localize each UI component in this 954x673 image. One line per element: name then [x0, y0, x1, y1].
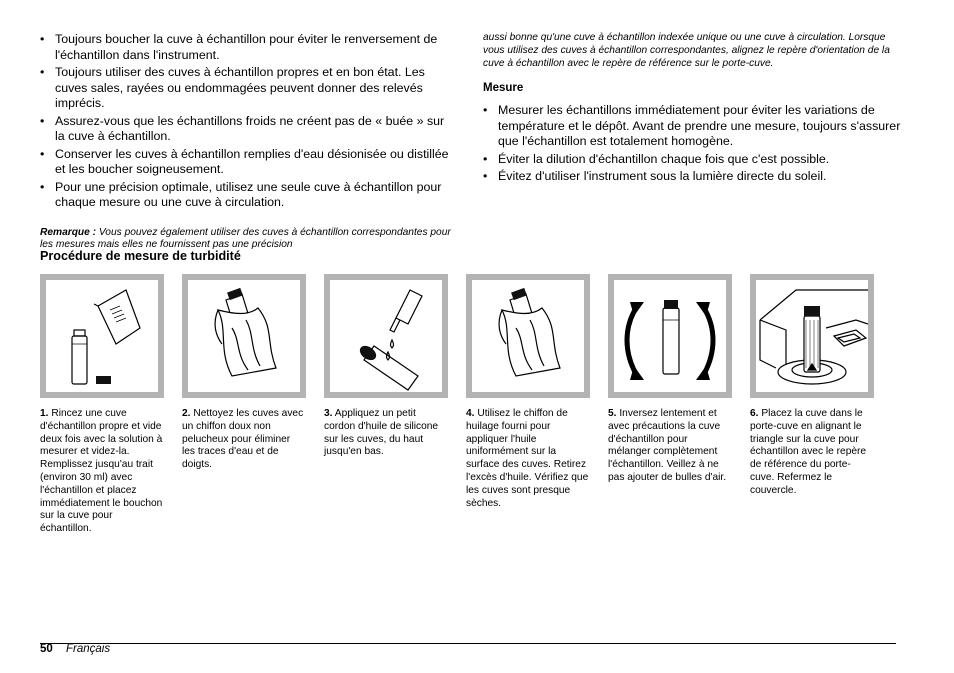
step-2-caption: [182, 408, 306, 472]
step-3-illustration: [324, 274, 448, 398]
cloth-icon: [188, 280, 300, 392]
step-number: 2.: [182, 408, 191, 419]
oiling-cloth-icon: [472, 280, 584, 392]
left-column: [40, 32, 454, 252]
step-5-caption: [608, 408, 732, 485]
instrument-icon: [756, 280, 868, 392]
list-item: • Conserver les cuves à échantillon remplies d'eau désionisée ou distillée et les boucher soigneusement.: [40, 147, 454, 178]
step-number: 3.: [324, 408, 333, 419]
right-column: [483, 32, 901, 187]
step-1-caption: [40, 408, 164, 536]
mesure-list: [483, 103, 901, 185]
step-5-illustration: [608, 274, 732, 398]
step-text: Inversez lentement et avec précautions la cuve d'échantillon pour mélanger complètement l'échantillon. Veillez à ne pas ajouter de bulles d'air.: [608, 408, 727, 483]
step-6-caption: [750, 408, 874, 498]
page-number: 50: [40, 643, 53, 655]
step-3-caption: [324, 408, 448, 459]
dropper-icon: [330, 280, 442, 392]
footer-divider: [40, 643, 896, 644]
note-text: Vous pouvez également utiliser des cuves à échantillon correspondantes pour les mesures mais elles ne fournissent pas une précision: [40, 226, 451, 251]
list-item: • Éviter la dilution d'échantillon chaque fois que c'est possible.: [483, 152, 901, 168]
list-item: • Mesurer les échantillons immédiatement pour éviter les variations de température et le dépôt. Avant de prendre une mesure, toujours s'assurer que l'échantillon est totalement homogène.: [483, 103, 901, 150]
mesure-heading: Mesure: [483, 82, 524, 95]
step-number: 4.: [466, 408, 475, 419]
list-item: • Toujours utiliser des cuves à échantillon propres et en bon état. Les cuves sales, rayées ou endommagées peuvent donner des relevés imprécis.: [40, 65, 454, 112]
step-text: Appliquez un petit cordon d'huile de silicone sur les cuves, du haut jusqu'en bas.: [324, 408, 439, 458]
step-number: 6.: [750, 408, 759, 419]
invert-arrows-icon: [614, 280, 726, 392]
precautions-list: [40, 32, 454, 211]
step-6-illustration: [750, 274, 874, 398]
list-item: • Pour une précision optimale, utilisez une seule cuve à échantillon pour chaque mesure ou une cuve à circulation.: [40, 180, 454, 211]
list-item: • Toujours boucher la cuve à échantillon pour éviter le renversement de l'échantillon dans l'instrument.: [40, 32, 454, 63]
page-language: Français: [66, 643, 111, 655]
step-text: Nettoyez les cuves avec un chiffon doux non pelucheux pour éliminer les traces d'eau et de doigts.: [182, 408, 304, 471]
step-number: 5.: [608, 408, 617, 419]
step-2-illustration: [182, 274, 306, 398]
step-text: Utilisez le chiffon de huilage fourni pour appliquer l'huile uniformément sur la surface des cuves. Retirez l'excès d'huile. Vérifiez que les cuves sont presque sèches.: [466, 408, 589, 509]
note-label: Remarque :: [40, 226, 97, 238]
beaker-vial-icon: [46, 280, 158, 392]
list-item: • Assurez-vous que les échantillons froids ne créent pas de « buée » sur la cuve à échantillon.: [40, 114, 454, 145]
step-4-caption: [466, 408, 590, 510]
step-1-illustration: [40, 274, 164, 398]
list-item: • Évitez d'utiliser l'instrument sous la lumière directe du soleil.: [483, 169, 901, 185]
step-4-illustration: [466, 274, 590, 398]
step-text: Rincez une cuve d'échantillon propre et vide deux fois avec la solution à mesurer et videz-la. Remplissez jusqu'au trait (environ 30 ml) avec l'échantillon et placez immédiatement le bouchon sur la cuve pour échantillon.: [40, 408, 163, 535]
step-number: 1.: [40, 408, 49, 419]
note-continuation: aussi bonne qu'une cuve à échantillon indexée unique ou une cuve à circulation. Lorsque vous utilisez des cuves à échantillon correspondantes, alignez le repère d'orientation de la cuve à échantillon avec le repère de référence sur le porte-cuve.: [483, 32, 890, 69]
section-title: Procédure de mesure de turbidité: [40, 249, 241, 263]
step-text: Placez la cuve dans le porte-cuve en alignant le triangle sur la cuve pour échantillon avec le repère de référence du porte-cuve. Refermez le couvercle.: [750, 408, 867, 496]
